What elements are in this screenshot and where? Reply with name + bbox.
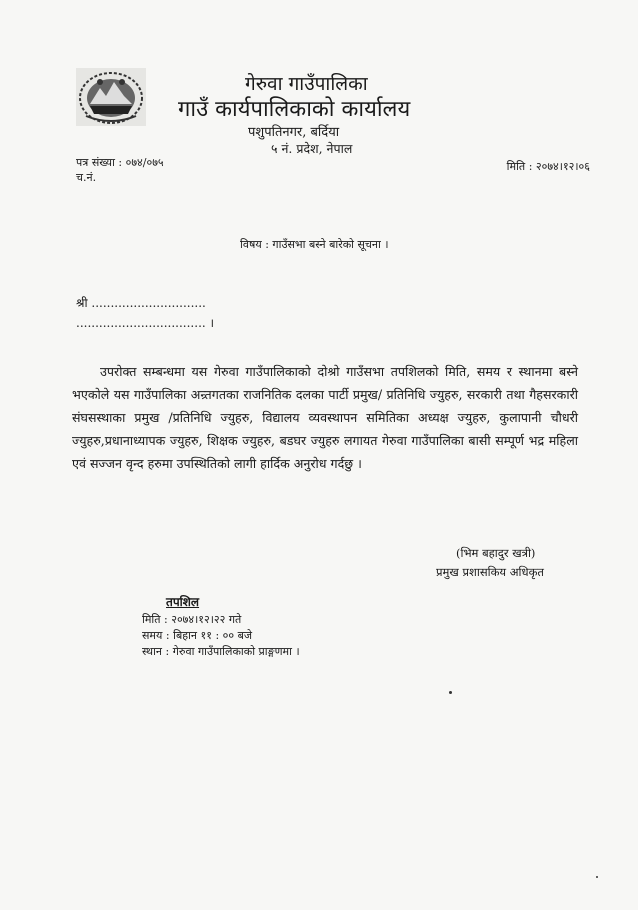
office-name: गाउँ कार्यपालिकाको कार्यालय — [178, 97, 411, 122]
letter-body — [72, 360, 578, 475]
letter-date: मिति : २०७४।१२।०६ — [506, 160, 590, 173]
office-province: ५ नं. प्रदेश, नेपाल — [271, 141, 353, 156]
letter-number: पत्र संख्या : ०७४/०७५ — [76, 156, 164, 169]
schedule-place: स्थान : गेरुवा गाउँपालिकाको प्राङ्गणमा । — [142, 645, 300, 658]
municipality-name: गेरुवा गाउँपालिका — [245, 73, 368, 95]
signatory-title: प्रमुख प्रशासकिय अधिकृत — [436, 565, 544, 579]
subject-line: विषय : गाउँसभा बस्ने बारेको सूचना । — [240, 238, 389, 251]
addressee-line: श्री .............................. — [76, 296, 206, 310]
schedule-heading: तपशिल — [166, 595, 200, 609]
signatory-name: (भिम बहादुर खत्री) — [456, 546, 536, 560]
dispatch-number: च.नं. — [76, 171, 97, 184]
scan-speck — [596, 876, 598, 878]
schedule-time: समय : बिहान ११ : ०० बजे — [142, 629, 253, 642]
addressee-address-line: .................................. । — [76, 316, 215, 330]
scan-speck — [449, 691, 452, 694]
nepal-emblem-logo — [76, 68, 146, 126]
schedule-date: मिति : २०७४।१२।२२ गते — [142, 613, 242, 626]
letter-body-text: उपरोक्त सम्बन्धमा यस गेरुवा गाउँपालिकाको दोश्रो गाउँसभा तपशिलको मिति, समय र स्थानमा बस्ने भएकोले यस गाउँपालिका अन्र्तगतका राजनितिक दलका पार्टी प्रमुख/ प्रतिनिधि ज्युहरु, सरकारी तथा गैहसरकारी संघसस्थाका प्रमुख /प्रतिनिधि ज्युहरु, विद्यालय व्यवस्थापन समितिका अध्यक्ष ज्युहरु, कुलापानी चौधरी ज्युहरु,प्रधानाध्यापक ज्युहरु, शिक्षक ज्युहरु, बडघर ज्युहरु लगायत गेरुवा गाउँपालिका बासी सम्पूर्ण भद्र महिला एवं सज्जन वृन्द हरुमा उपस्थितिको लागी हार्दिक अनुरोध गर्दछु । — [72, 364, 578, 471]
office-address: पशुपतिनगर, बर्दिया — [248, 125, 340, 140]
